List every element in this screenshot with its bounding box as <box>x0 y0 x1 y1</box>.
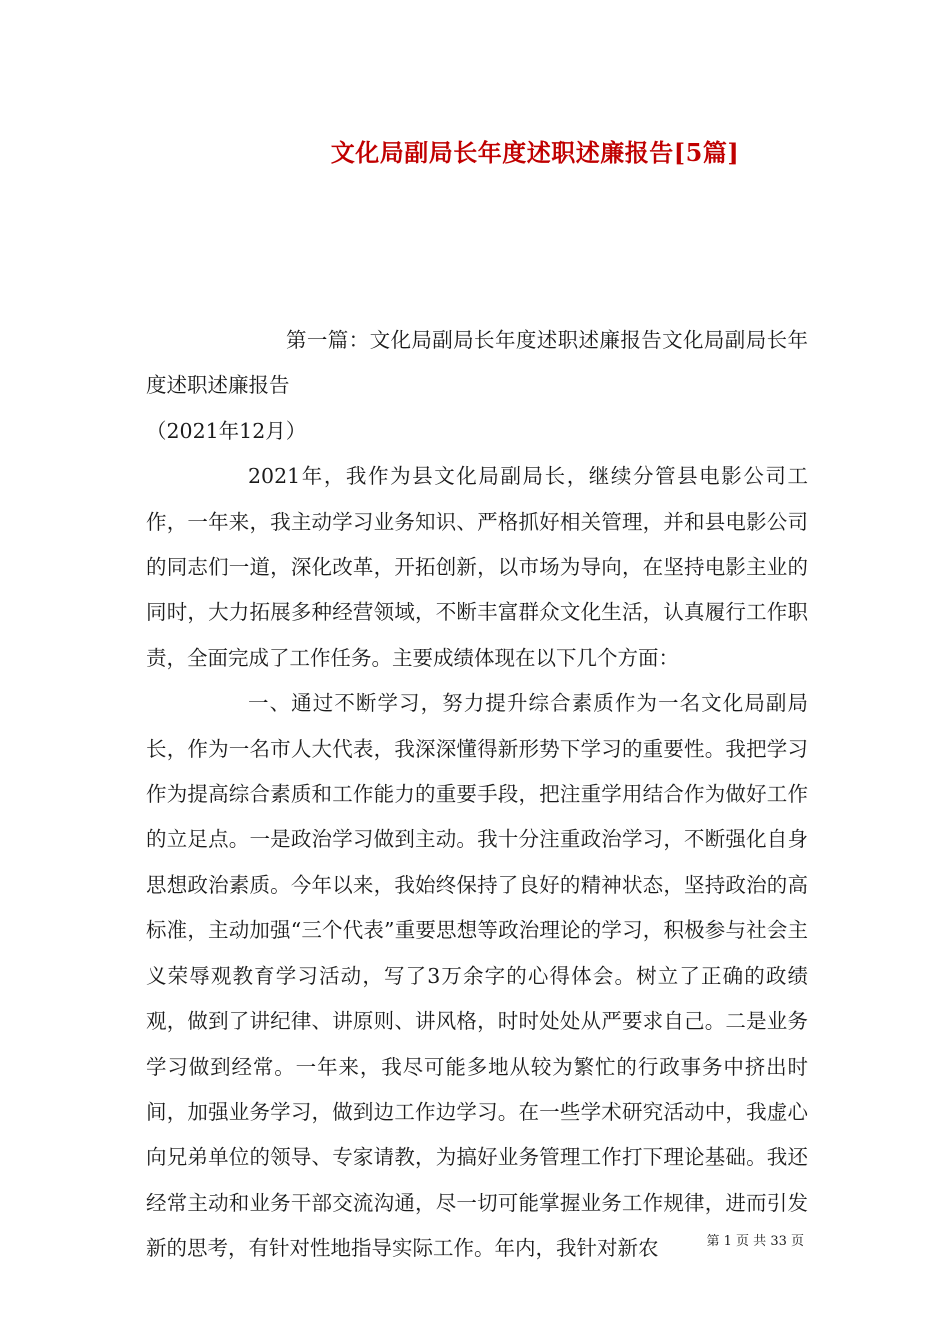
paragraph-intro: 2021年，我作为县文化局副局长，继续分管县电影公司工作，一年来，我主动学习业务知识、严格抓好相关管理，并和县电影公司的同志们一道，深化改革，开拓创新，以市场为导向，在坚持电影主业的同时，大力拓展多种经营领域，不断丰富群众文化生活，认真履行工作职责，全面完成了工作任务。主要成绩体现在以下几个方面： <box>146 464 808 670</box>
document-title: 文化局副局长年度述职述廉报告[5篇] <box>330 138 740 167</box>
date-line: （2021年12月） <box>146 418 307 443</box>
section-heading: 第一篇：文化局副局长年度述职述廉报告文化局副局长年度述职述廉报告 <box>146 328 808 398</box>
page-number-footer: 第 1 页 共 33 页 <box>706 1234 804 1249</box>
paragraph-learning: 一、通过不断学习，努力提升综合素质作为一名文化局副局长，作为一名市人大代表，我深深懂得新形势下学习的重要性。我把学习作为提高综合素质和工作能力的重要手段，把注重学用结合作为做好工作的立足点。一是政治学习做到主动。我十分注重政治学习，不断强化自身思想政治素质。今年以来，我始终保持了良好的精神状态，坚持政治的高标准，主动加强“三个代表”重要思想等政治理论的学习，积极参与社会主义荣辱观教育学习活动，写了3万余字的心得体会。树立了正确的政绩观，做到了讲纪律、讲原则、讲风格，时时处处从严要求自己。二是业务学习做到经常。一年来，我尽可能多地从较为繁忙的行政事务中挤出时间，加强业务学习，做到边工作边学习。在一些学术研究活动中，我虚心向兄弟单位的领导、专家请教，为搞好业务管理工作打下理论基础。我还经常主动和业务干部交流沟通，尽一切可能掌握业务工作规律，进而引发新的思考，有针对性地指导实际工作。年内，我针对新农 <box>146 691 808 1261</box>
document-body <box>146 318 808 1272</box>
